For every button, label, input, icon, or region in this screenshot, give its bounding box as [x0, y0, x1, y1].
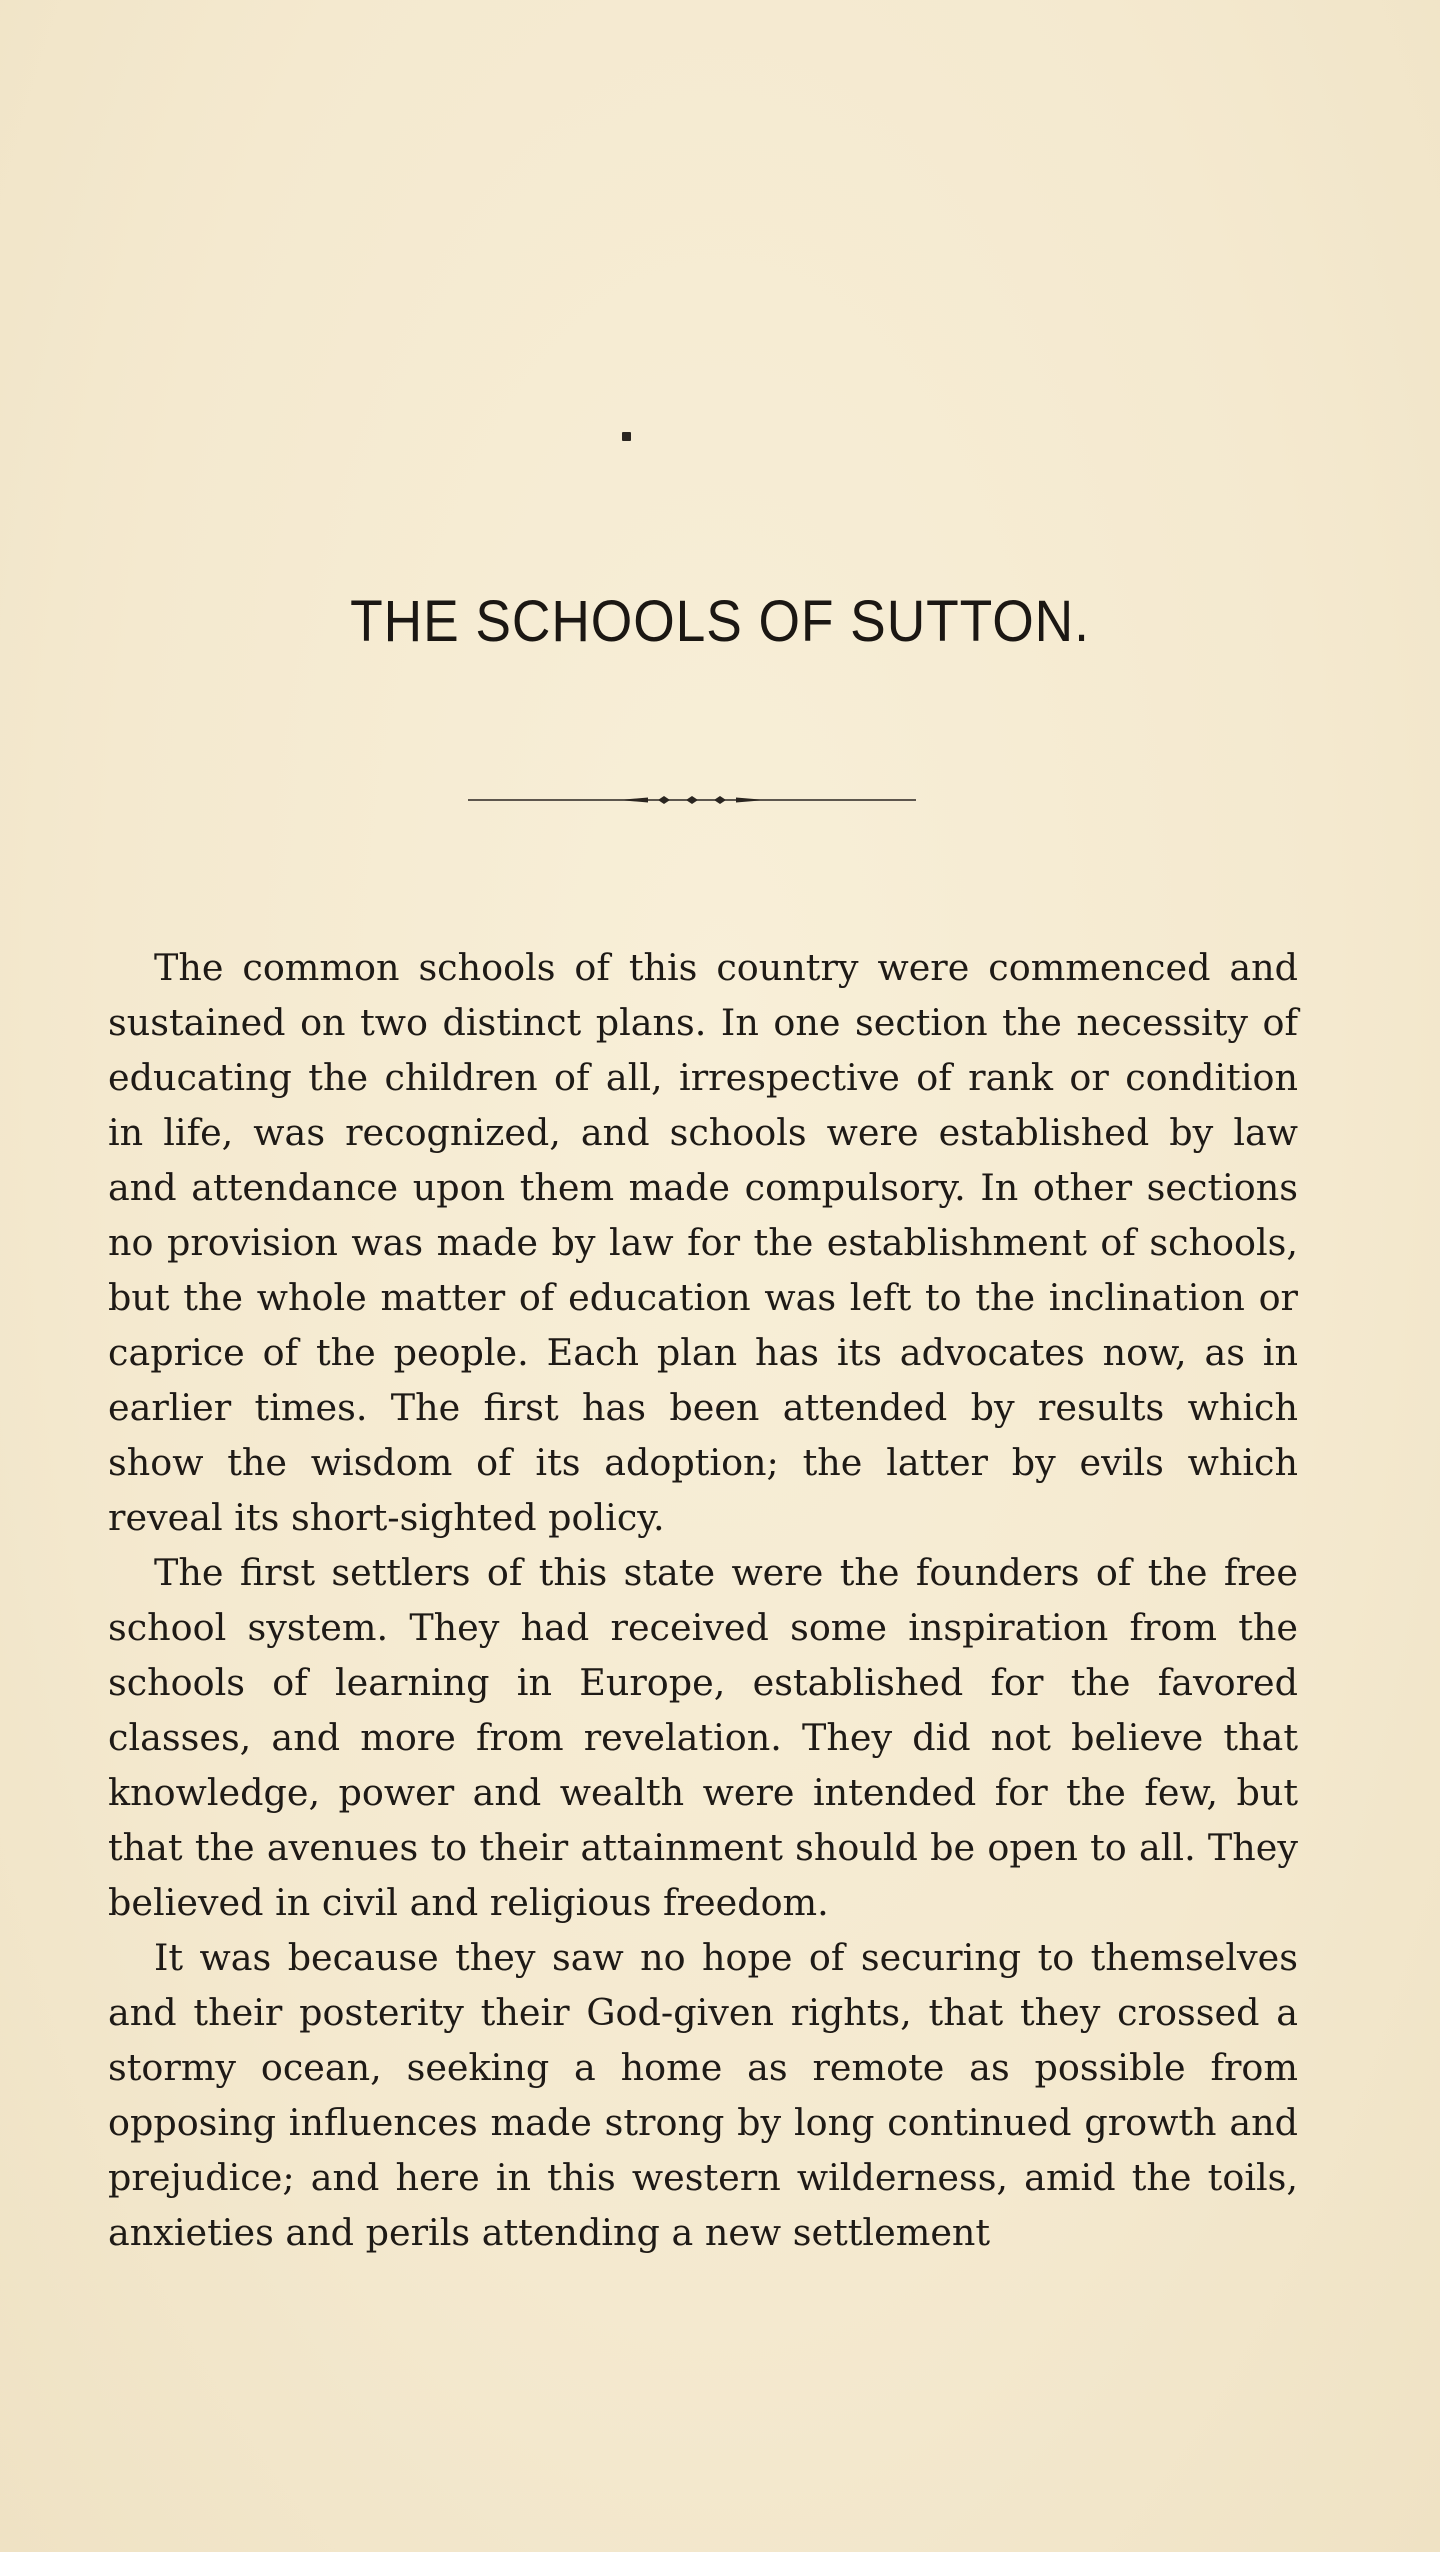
title-rule-ornament [468, 792, 916, 808]
paragraph-2: The first settlers of this state were the founders of the free school system. They had received some inspiration from the schools of learning in Europe, established for the favored classes, and more from revelation. They did not believe that knowledge, power and wealth were intended for the few, but that the avenues to their attainment should be open to all. They believed in civil and religious freedom. [108, 1551, 1298, 1924]
body-text [108, 940, 1298, 2260]
paragraph-1: The common schools of this country were commenced and sustained on two distinct plans. In one section the necessity of educating the children of all, irrespective of rank or condition in life, was recognized, and schools were established by law and attendance upon them made compulsory. In other sections no provision was made by law for the establishment of schools, but the whole matter of education was left to the inclination or caprice of the people. Each plan has its advocates now, as in earlier times. The first has been attended by results which show the wisdom of its adoption; the latter by evils which reveal its short-sighted policy. [108, 946, 1298, 1539]
paragraph-3: It was because they saw no hope of securing to themselves and their posterity their God-given rights, that they crossed a stormy ocean, seeking a home as remote as possible from opposing influences made strong by long continued growth and prejudice; and here in this western wilderness, amid the toils, anxieties and perils attending a new settlement [108, 1936, 1298, 2254]
chapter-title: THE SCHOOLS OF SUTTON. [350, 589, 1090, 654]
printer-mark [622, 432, 631, 441]
